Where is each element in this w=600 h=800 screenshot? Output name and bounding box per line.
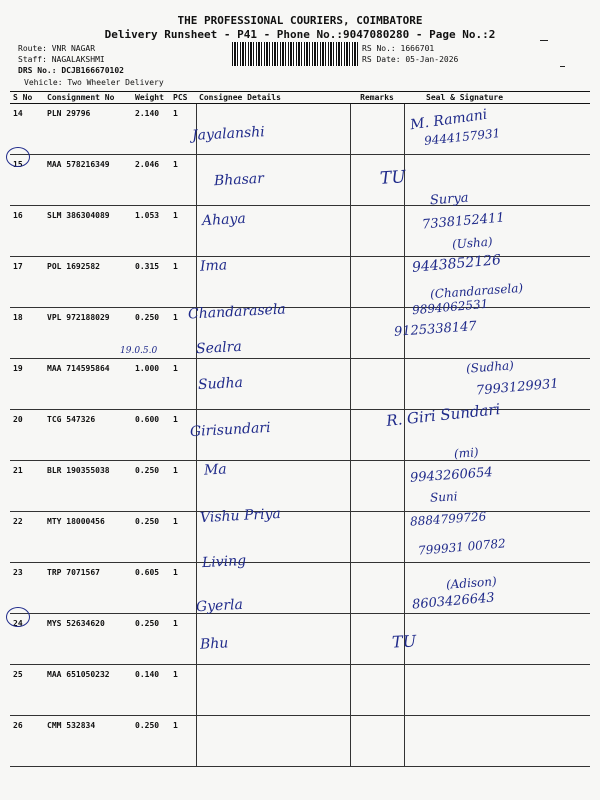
cell-consignment: MAA 578216349 (44, 155, 132, 206)
company-title: THE PROFESSIONAL COURIERS, COIMBATORE (177, 14, 423, 27)
cell-sno: 19 (10, 359, 44, 410)
cell-sno: 21 (10, 461, 44, 512)
signature-handwriting: 9443852126 (411, 252, 502, 276)
cell-sno: 24 (10, 614, 44, 665)
consignee-handwriting: Ima (199, 257, 228, 275)
consignee-handwriting: Jayalanshi (191, 124, 266, 144)
cell-sno: 26 (10, 716, 44, 767)
signature-handwriting: 8884799726 (409, 509, 487, 529)
cell-pcs: 1 (170, 359, 196, 410)
cell-consignment: MYS 52634620 (44, 614, 132, 665)
cell-pcs: 1 (170, 410, 196, 461)
cell-weight: 1.053 (132, 206, 170, 257)
table-row (10, 665, 590, 716)
table-row (10, 716, 590, 767)
cell-signature (404, 614, 590, 665)
table-row (10, 155, 590, 206)
signature-handwriting: (Sudha) (465, 358, 515, 376)
cell-sno: 17 (10, 257, 44, 308)
rs-date: RS Date: 05-Jan-2026 (362, 55, 459, 64)
cell-pcs: 1 (170, 155, 196, 206)
col-pcs: PCS (170, 92, 196, 104)
barcode (232, 42, 358, 66)
cell-weight: 0.250 (132, 512, 170, 563)
cell-pcs: 1 (170, 104, 196, 155)
cell-weight: 0.605 (132, 563, 170, 614)
consignee-handwriting: Vishu Priya (199, 505, 282, 527)
cell-sno: 23 (10, 563, 44, 614)
route-label: Route: VNR NAGAR (18, 44, 96, 53)
col-remarks: Remarks (350, 92, 404, 104)
table-row (10, 410, 590, 461)
cell-pcs: 1 (170, 563, 196, 614)
col-weight: Weight (132, 92, 170, 104)
cell-sno: 22 (10, 512, 44, 563)
table-row (10, 614, 590, 665)
signature-handwriting: R. Giri Sundari (385, 400, 502, 430)
col-signature: Seal & Signature (404, 92, 590, 104)
cell-weight: 0.250 (132, 716, 170, 767)
drs-label: DRS No.: DCJB166670102 (18, 66, 124, 75)
cell-weight: 2.046 (132, 155, 170, 206)
signature-handwriting: (mi) (453, 445, 480, 461)
runsheet-subtitle: Delivery Runsheet - P41 - Phone No.:9047080280 - Page No.:2 (104, 28, 496, 41)
cell-consignment: SLM 386304089 (44, 206, 132, 257)
cell-consignee (196, 716, 350, 767)
cell-consignment: MTY 18000456 (44, 512, 132, 563)
runsheet-table (10, 91, 590, 767)
signature-handwriting: M. Ramani (409, 106, 489, 134)
cell-sno: 25 (10, 665, 44, 716)
cell-pcs: 1 (170, 614, 196, 665)
consignee-handwriting: Living (201, 552, 247, 572)
cell-weight: 1.000 (132, 359, 170, 410)
cell-remarks (350, 512, 404, 563)
signature-handwriting: 799931 00782 (417, 536, 507, 558)
cell-remarks (350, 104, 404, 155)
cell-consignment: TCG 547326 (44, 410, 132, 461)
cell-weight: 0.600 (132, 410, 170, 461)
cell-pcs: 1 (170, 665, 196, 716)
table-row (10, 461, 590, 512)
cell-pcs: 1 (170, 512, 196, 563)
cell-weight: 0.250 (132, 308, 170, 359)
signature-handwriting: TU (379, 167, 407, 189)
cell-pcs: 1 (170, 308, 196, 359)
signature-handwriting: 9943260654 (409, 465, 494, 486)
consignee-handwriting: Sudha (197, 374, 244, 394)
cell-consignee (196, 665, 350, 716)
cell-pcs: 1 (170, 461, 196, 512)
cell-sno: 16 (10, 206, 44, 257)
consignee-handwriting: Sealra (195, 338, 243, 358)
cell-remarks (350, 257, 404, 308)
cell-sno: 20 (10, 410, 44, 461)
signature-handwriting: 7338152411 (421, 210, 506, 233)
signature-handwriting: 7993129931 (475, 376, 560, 399)
cell-signature (404, 716, 590, 767)
cell-pcs: 1 (170, 716, 196, 767)
table-row (10, 563, 590, 614)
signature-handwriting: (Adison) (445, 574, 498, 592)
cell-weight: 0.140 (132, 665, 170, 716)
signature-handwriting: 9444157931 (423, 126, 501, 148)
staff-label: Staff: NAGALAKSHMI (18, 55, 105, 64)
pencil-mark: 19.0.5.0 (120, 346, 158, 356)
cell-consignment: TRP 7071567 (44, 563, 132, 614)
cell-weight: 0.250 (132, 461, 170, 512)
cell-sno: 14 (10, 104, 44, 155)
row-15-circle (6, 147, 30, 167)
consignee-handwriting: Chandarasela (187, 301, 287, 323)
cell-weight: 0.250 (132, 614, 170, 665)
cell-remarks (350, 206, 404, 257)
cell-remarks (350, 359, 404, 410)
row-26-circle (6, 607, 30, 627)
cell-sno: 18 (10, 308, 44, 359)
signature-handwriting: (Usha) (451, 234, 493, 252)
cell-remarks (350, 716, 404, 767)
cell-remarks (350, 665, 404, 716)
signature-handwriting: Suni (429, 489, 458, 505)
col-sno: S No (10, 92, 44, 104)
cell-pcs: 1 (170, 206, 196, 257)
col-consignee: Consignee Details (196, 92, 350, 104)
consignee-handwriting: Ma (203, 461, 228, 479)
pen-mark (540, 40, 548, 41)
cell-consignment: VPL 972188029 (44, 308, 132, 359)
signature-handwriting: Surya (429, 190, 470, 209)
table-header (10, 92, 590, 104)
cell-remarks (350, 563, 404, 614)
consignee-handwriting: Bhasar (213, 170, 265, 190)
signature-handwriting: 8603426643 (411, 590, 496, 613)
cell-pcs: 1 (170, 257, 196, 308)
pen-mark (560, 66, 565, 67)
signature-handwriting: (Chandarasela) (429, 280, 524, 302)
cell-weight: 2.140 (132, 104, 170, 155)
cell-consignment: MAA 714595864 (44, 359, 132, 410)
cell-signature (404, 665, 590, 716)
cell-consignment: PLN 29796 (44, 104, 132, 155)
cell-consignment: POL 1692582 (44, 257, 132, 308)
cell-remarks (350, 461, 404, 512)
cell-sno: 15 (10, 155, 44, 206)
cell-weight: 0.315 (132, 257, 170, 308)
col-consignment: Consignment No (44, 92, 132, 104)
cell-consignment: CMM 532834 (44, 716, 132, 767)
consignee-handwriting: Bhu (199, 635, 229, 653)
vehicle-label: Vehicle: Two Wheeler Delivery (24, 78, 164, 87)
consignee-handwriting: Gyerla (195, 596, 244, 616)
consignee-handwriting: Girisundari (189, 419, 271, 441)
signature-handwriting: 9125338147 (393, 319, 478, 340)
signature-handwriting: TU (391, 631, 417, 652)
cell-consignment: BLR 190355038 (44, 461, 132, 512)
consignee-handwriting: Ahaya (201, 210, 247, 230)
table-row (10, 308, 590, 359)
rs-number: RS No.: 1666701 (362, 44, 435, 53)
signature-handwriting: 9894062531 (411, 296, 489, 318)
cell-consignment: MAA 651050232 (44, 665, 132, 716)
table-row (10, 104, 590, 155)
